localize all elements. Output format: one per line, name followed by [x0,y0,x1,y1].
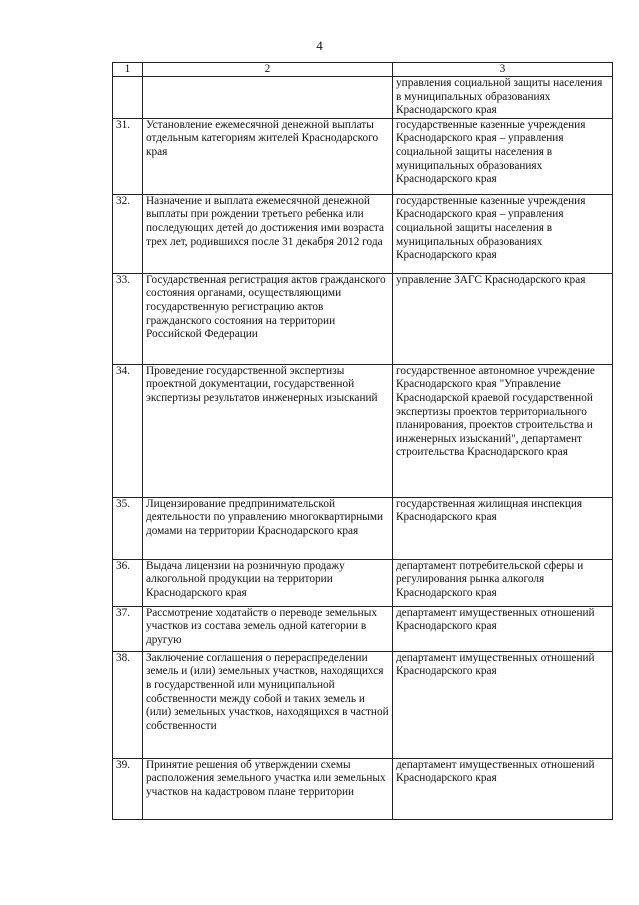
page-number: 4 [316,38,323,53]
header-col-agency: 3 [393,63,613,77]
row-number: 38. [113,651,143,758]
row-number: 37. [113,606,143,651]
responsible-agency: управление ЗАГС Краснодарского края [393,273,613,364]
table-row [113,273,613,364]
service-name: Лицензирование предпринимательской деятельности по управлению многоквартирными домами на территории Краснодарского края [143,497,393,559]
responsible-agency: государственная жилищная инспекция Краснодарского края [393,497,613,559]
service-name: Рассмотрение ходатайств о переводе земельных участков из состава земель одной категории в другую [143,606,393,651]
service-name: Выдача лицензии на розничную продажу алкогольной продукции на территории Краснодарского края [143,559,393,606]
table-row [113,758,613,819]
service-name: Заключение соглашения о перераспределении земель и (или) земельных участков, находящихся в государственной или муниципальной собственности между собой и таких земель и (или) земельных участков, находящихся в частной собственности [143,651,393,758]
table-row [113,497,613,559]
responsible-agency: департамент имущественных отношений Краснодарского края [393,758,613,819]
row-number: 32. [113,194,143,273]
services-table [112,62,613,820]
row-number: 36. [113,559,143,606]
table-row [113,118,613,194]
service-name: Принятие решения об утверждении схемы расположения земельного участка или земельных участков на кадастровом плане территории [143,758,393,819]
header-col-service: 2 [143,63,393,77]
table-row [113,77,613,119]
table-row [113,194,613,273]
table-row [113,606,613,651]
responsible-agency: департамент имущественных отношений Краснодарского края [393,651,613,758]
row-number: 33. [113,273,143,364]
row-number: 31. [113,118,143,194]
service-name: Проведение государственной экспертизы проектной документации, государственной экспертизы результатов инженерных изысканий [143,364,393,497]
table-row [113,559,613,606]
header-row [113,63,613,77]
row-number: 39. [113,758,143,819]
responsible-agency: управления социальной защиты населения в муниципальных образованиях Краснодарского края [393,77,613,119]
table-row [113,651,613,758]
responsible-agency: департамент имущественных отношений Краснодарского края [393,606,613,651]
service-name: Установление ежемесячной денежной выплаты отдельным категориям жителей Краснодарского края [143,118,393,194]
responsible-agency: государственное автономное учреждение Краснодарского края "Управление Краснодарской краевой государственной экспертизы проектов территориального планирования, проектов строительства и инженерных изысканий", департамент строительства Краснодарского края [393,364,613,497]
service-name: Назначение и выплата ежемесячной денежной выплаты при рождении третьего ребенка или последующих детей до достижения ими возраста трех лет, родившихся после 31 декабря 2012 года [143,194,393,273]
service-name: Государственная регистрация актов гражданского состояния органами, осуществляющими государственную регистрацию актов гражданского состояния на территории Российской Федерации [143,273,393,364]
row-number: 34. [113,364,143,497]
service-name [143,77,393,119]
table-row [113,364,613,497]
header-col-number: 1 [113,63,143,77]
responsible-agency: департамент потребительской сферы и регулирования рынка алкоголя Краснодарского края [393,559,613,606]
responsible-agency: государственные казенные учреждения Краснодарского края – управления социальной защиты населения в муниципальных образованиях Краснодарского края [393,194,613,273]
row-number: 35. [113,497,143,559]
responsible-agency: государственные казенные учреждения Краснодарского края – управления социальной защиты населения в муниципальных образованиях Краснодарского края [393,118,613,194]
row-number [113,77,143,119]
